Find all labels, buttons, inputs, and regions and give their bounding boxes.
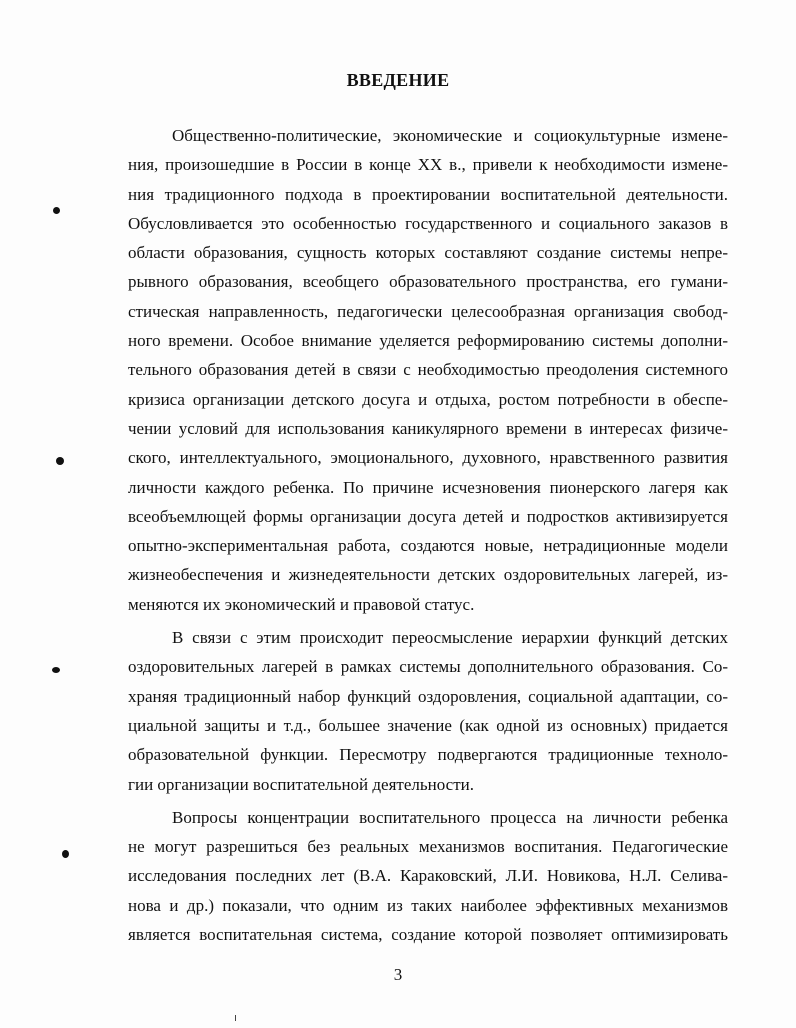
text-line: области образования, сущность которых составляют создание системы непре- <box>128 243 728 263</box>
text-line: ного времени. Особое внимание уделяется реформированию системы дополни- <box>128 331 728 351</box>
text-line: храняя традиционный набор функций оздоровления, социальной адаптации, со- <box>128 686 728 706</box>
punch-mark-4 <box>62 850 69 858</box>
text-line: рывного образования, всеобщего образовательного пространства, его гумани- <box>128 272 728 292</box>
text-line: ского, интеллектуального, эмоционального, духовного, нравственного развития <box>128 448 728 468</box>
text-line: стическая направленность, педагогически целесообразная организация свобод- <box>128 301 728 321</box>
text-line: оздоровительных лагерей в рамках системы дополнительного образования. Со- <box>128 657 728 677</box>
paragraph-3 <box>128 803 728 949</box>
text-line: кризиса организации детского досуга и отдыха, ростом потребности в обеспе- <box>128 389 728 409</box>
text-line: исследования последних лет (В.А. Караковский, Л.И. Новикова, Н.Л. Селива- <box>128 866 728 886</box>
text-line: ния, произошедшие в России в конце XX в., привели к необходимости измене- <box>128 155 728 175</box>
text-line: является воспитательная система, создание которой позволяет оптимизировать <box>128 925 728 945</box>
text-line: циальной защиты и т.д., большее значение (как одной из основных) придается <box>128 715 728 735</box>
page-number: 3 <box>393 965 403 984</box>
punch-mark-2 <box>56 457 64 465</box>
text-line: гии организации воспитательной деятельности. <box>128 774 474 794</box>
scan-speck <box>235 1015 236 1021</box>
text-line: образовательной функции. Пересмотру подвергаются традиционные техноло- <box>128 745 728 765</box>
text-line: чении условий для использования каникулярного времени в интересах физиче- <box>128 418 728 438</box>
text-line: Общественно-политические, экономические и социокультурные измене- <box>172 126 728 145</box>
text-line: нова и др.) показали, что одним из таких наиболее эффективных механизмов <box>128 895 728 915</box>
punch-mark-3 <box>52 667 60 673</box>
punch-mark-1 <box>53 207 60 214</box>
text-line: меняются их экономический и правовой статус. <box>128 594 475 614</box>
text-line: тельного образования детей в связи с необходимостью преодоления системного <box>128 360 728 380</box>
body-text <box>128 121 728 949</box>
page-title: ВВЕДЕНИЕ <box>346 70 450 90</box>
text-line: В связи с этим происходит переосмысление иерархии функций детских <box>172 628 728 648</box>
paragraph-2 <box>128 623 728 799</box>
text-line: всеобъемлющей формы организации досуга детей и подростков активизируется <box>128 506 728 526</box>
paragraph-1 <box>128 121 728 619</box>
text-line: личности каждого ребенка. По причине исчезновения пионерского лагеря как <box>128 477 728 497</box>
text-line: не могут разрешиться без реальных механизмов воспитания. Педагогические <box>128 837 728 857</box>
text-line: опытно-экспериментальная работа, создаются новые, нетрадиционные модели <box>128 536 728 556</box>
text-line: Обусловливается это особенностью государственного и социального заказов в <box>128 213 728 233</box>
text-line: ния традиционного подхода в проектировании воспитательной деятельности. <box>128 184 728 204</box>
text-line: жизнеобеспечения и жизнедеятельности детских оздоровительных лагерей, из- <box>128 565 728 585</box>
text-line: Вопросы концентрации воспитательного процесса на личности ребенка <box>172 807 728 827</box>
